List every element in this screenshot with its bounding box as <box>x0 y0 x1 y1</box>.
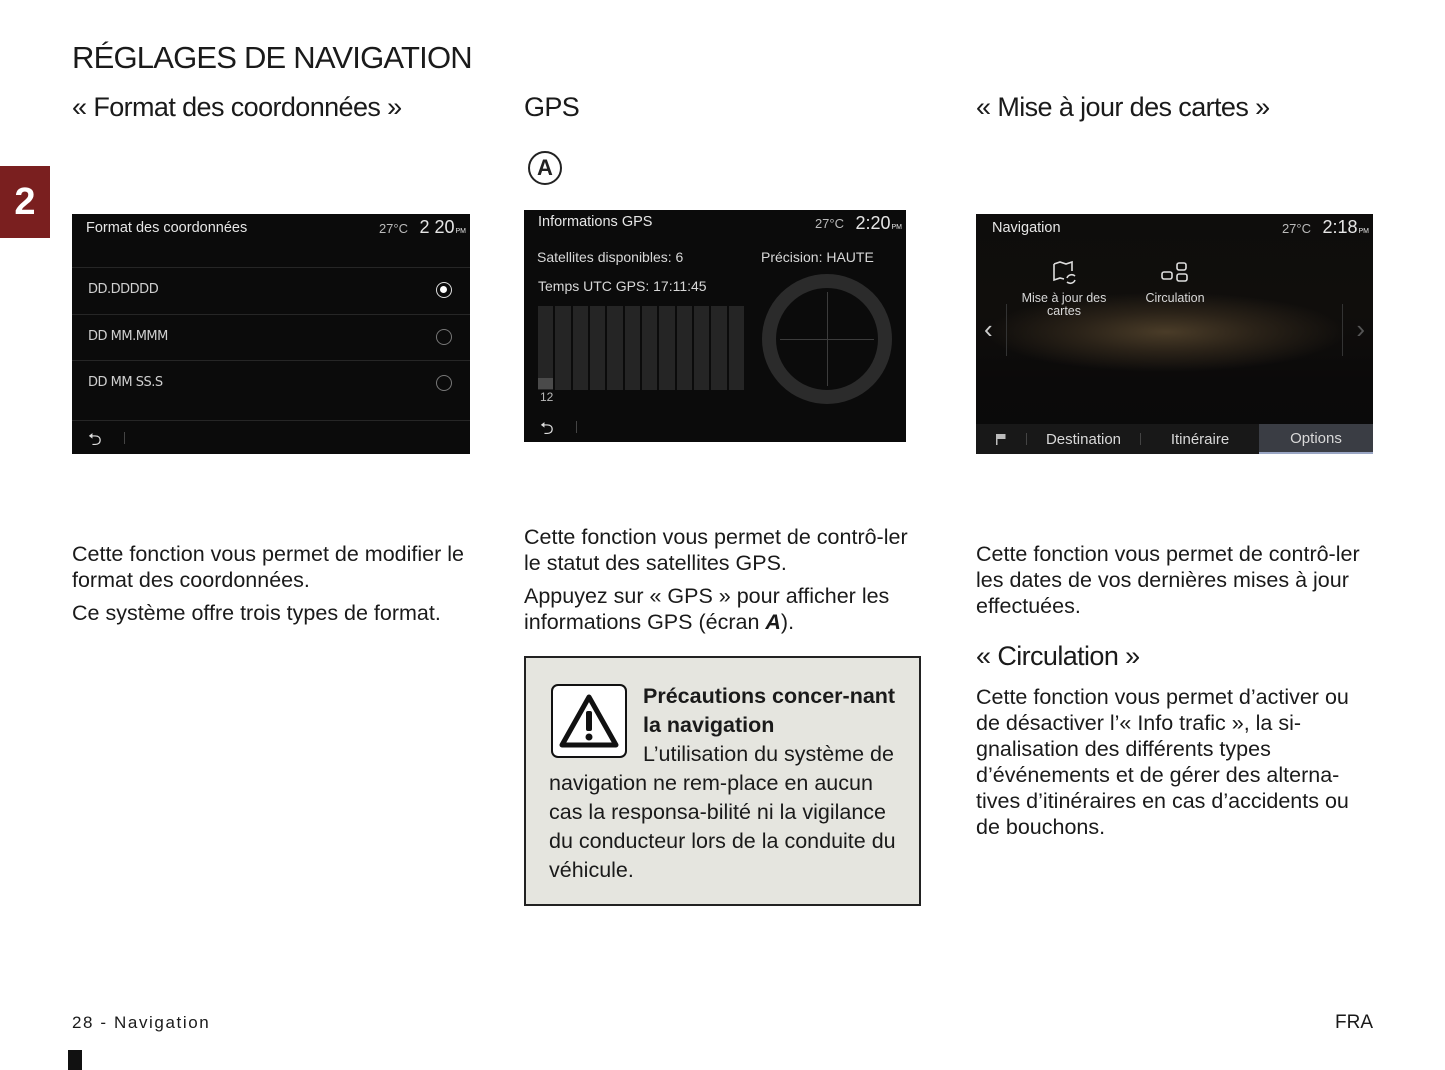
divider <box>124 432 125 444</box>
bottom-tab-bar <box>976 424 1373 454</box>
temperature: 27°C <box>1281 221 1311 236</box>
bottom-bar <box>72 420 470 454</box>
back-arrow-icon[interactable]: ⮌ <box>540 419 554 438</box>
screen-gps-info <box>524 210 906 442</box>
heading-traffic: « Circulation » <box>976 641 1140 671</box>
format-option-dd-mm-ss[interactable]: DD MM SS.S <box>72 360 470 406</box>
divider <box>1342 304 1343 356</box>
format-option-dd-mm-mmm[interactable]: DD MM.MMM <box>72 314 470 360</box>
bottom-bar <box>524 412 906 442</box>
tab-itinerary[interactable]: Itinéraire <box>1170 430 1230 448</box>
chapter-tab: 2 <box>0 166 50 238</box>
warning-triangle-icon <box>551 684 627 758</box>
temperature: 27°C <box>378 221 408 236</box>
tile-traffic[interactable]: Circulation <box>1136 260 1214 305</box>
satellite-id: 12 <box>540 390 554 404</box>
page-marker <box>68 1050 82 1070</box>
chevron-left-icon[interactable]: ‹ <box>984 314 993 344</box>
satellite-signal-bars <box>538 306 744 390</box>
radio-unselected[interactable] <box>436 329 452 345</box>
screen-navigation-options <box>976 214 1373 454</box>
flag-button[interactable] <box>976 424 1026 454</box>
heading-gps: GPS <box>524 92 580 122</box>
tab-destination[interactable]: Destination <box>1045 430 1122 448</box>
screen-title: Informations GPS <box>538 214 653 230</box>
traffic-cars-icon <box>1160 260 1190 286</box>
screen-label-a: A <box>528 151 562 185</box>
radio-selected[interactable] <box>436 282 452 298</box>
screen-title: Navigation <box>992 220 1061 236</box>
gps-description: Cette fonction vous permet de contrô-ler le statut des satellites GPS. Appuyez sur « GPS » pour afficher les informations GPS (écran A). <box>524 525 908 634</box>
signal-bar-fill <box>538 378 553 389</box>
back-arrow-icon[interactable]: ⮌ <box>88 430 102 449</box>
radio-unselected[interactable] <box>436 375 452 391</box>
warning-text: L’utilisation du système de navigation ne rem-place en aucun cas la responsa-bilité ni la vigilance du conducteur lors de la conduite du véhicule. <box>549 742 896 882</box>
divider <box>1006 304 1007 356</box>
warning-title: Précautions concer-nant la navigation <box>643 684 896 737</box>
navigation-warning-box <box>524 656 921 906</box>
format-option-dd-ddddd[interactable]: DD.DDDDD <box>72 267 470 313</box>
precision: Précision: HAUTE <box>761 249 874 265</box>
screen-title: Format des coordonnées <box>86 220 248 236</box>
traffic-description: Cette fonction vous permet d’activer ou de désactiver l’« Info trafic », la si-gnalisation des différents types d’événements et de gérer des alterna-tives d’itinéraires en cas d’accidents ou de bouchons. <box>976 685 1349 839</box>
page-footer-label: 28 - Navigation <box>72 1013 211 1032</box>
clock: 2:18PM <box>1322 217 1369 237</box>
heading-format: « Format des coordonnées » <box>72 92 402 122</box>
clock: 2 20PM <box>419 217 466 237</box>
format-description: Cette fonction vous permet de modifier le format des coordonnées. Ce système offre trois types de format. <box>72 542 464 625</box>
clock: 2:20PM <box>855 213 902 233</box>
temperature: 27°C <box>814 216 844 231</box>
tab-options[interactable]: Options <box>1259 424 1373 454</box>
map-update-description: Cette fonction vous permet de contrô-ler les dates de vos dernières mises à jour effectuées. <box>976 542 1360 618</box>
heading-map-update: « Mise à jour des cartes » <box>976 92 1270 122</box>
tile-map-update[interactable]: Mise à jour des cartes <box>1016 260 1112 318</box>
utc-time: Temps UTC GPS: 17:11:45 <box>538 278 707 294</box>
map-update-icon <box>1051 260 1077 286</box>
satellites-available: Satellites disponibles: 6 <box>537 249 684 265</box>
flag-icon <box>995 433 1007 445</box>
screen-coordinate-format <box>72 214 470 454</box>
crosshair-vertical <box>827 292 828 386</box>
divider <box>576 421 577 433</box>
language-code: FRA <box>1335 1012 1373 1033</box>
chevron-right-icon[interactable]: › <box>1356 314 1365 344</box>
page-title: RÉGLAGES DE NAVIGATION <box>72 40 472 75</box>
